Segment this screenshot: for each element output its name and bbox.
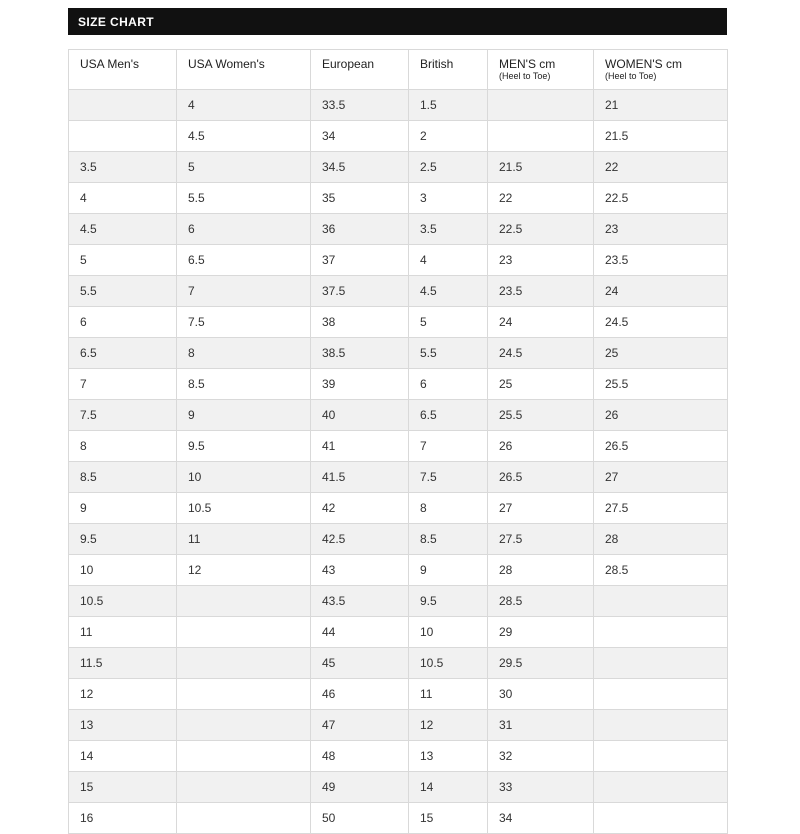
table-header (69, 50, 728, 90)
table-cell: 37 (311, 245, 409, 276)
table-cell: 24.5 (488, 338, 594, 369)
table-cell: 26 (488, 431, 594, 462)
table-cell: 14 (409, 772, 488, 803)
table-row (69, 772, 728, 803)
table-cell: 25 (594, 338, 728, 369)
table-cell: 43.5 (311, 586, 409, 617)
table-cell: 44 (311, 617, 409, 648)
table-cell (177, 617, 311, 648)
table-cell: 28.5 (488, 586, 594, 617)
table-cell: 35 (311, 183, 409, 214)
table-cell: 5 (409, 307, 488, 338)
table-cell: 7.5 (69, 400, 177, 431)
table-cell: 38 (311, 307, 409, 338)
table-cell: 6 (409, 369, 488, 400)
table-cell: 11 (177, 524, 311, 555)
table-cell (594, 679, 728, 710)
table-cell: 14 (69, 741, 177, 772)
table-cell (488, 121, 594, 152)
table-cell: 13 (409, 741, 488, 772)
table-cell: 5.5 (409, 338, 488, 369)
table-cell: 5 (69, 245, 177, 276)
table-cell: 8.5 (409, 524, 488, 555)
table-cell: 26.5 (594, 431, 728, 462)
table-cell: 21 (594, 90, 728, 121)
table-cell: 29.5 (488, 648, 594, 679)
column-header-label: British (420, 57, 454, 71)
table-cell: 6.5 (409, 400, 488, 431)
table-row (69, 648, 728, 679)
table-cell: 7 (177, 276, 311, 307)
size-chart-table (68, 49, 728, 834)
table-row (69, 679, 728, 710)
table-cell: 43 (311, 555, 409, 586)
table-row (69, 617, 728, 648)
table-cell: 21.5 (488, 152, 594, 183)
table-cell: 15 (409, 803, 488, 834)
table-row (69, 369, 728, 400)
table-cell: 3.5 (69, 152, 177, 183)
table-cell: 9.5 (177, 431, 311, 462)
table-cell: 4 (409, 245, 488, 276)
column-header (594, 50, 728, 90)
table-cell: 28 (594, 524, 728, 555)
table-cell: 11.5 (69, 648, 177, 679)
table-cell (594, 648, 728, 679)
table-cell: 13 (69, 710, 177, 741)
column-header-label: MEN'S cm (499, 57, 556, 71)
table-cell (594, 617, 728, 648)
table-cell (177, 710, 311, 741)
table-cell: 7.5 (409, 462, 488, 493)
table-cell: 42.5 (311, 524, 409, 555)
table-cell: 22 (594, 152, 728, 183)
table-row (69, 400, 728, 431)
column-header (311, 50, 409, 90)
table-cell: 33.5 (311, 90, 409, 121)
table-cell: 8 (69, 431, 177, 462)
table-body (69, 90, 728, 834)
table-row (69, 524, 728, 555)
table-cell: 4 (177, 90, 311, 121)
table-cell: 29 (488, 617, 594, 648)
table-cell: 8.5 (177, 369, 311, 400)
table-cell: 23 (594, 214, 728, 245)
table-cell: 26.5 (488, 462, 594, 493)
table-cell: 38.5 (311, 338, 409, 369)
table-cell (177, 772, 311, 803)
table-cell: 4.5 (177, 121, 311, 152)
column-header-sublabel: (Heel to Toe) (605, 71, 657, 81)
table-cell: 8.5 (69, 462, 177, 493)
table-row (69, 214, 728, 245)
table-cell: 22 (488, 183, 594, 214)
table-cell: 4 (69, 183, 177, 214)
table-cell (594, 710, 728, 741)
table-cell: 9 (69, 493, 177, 524)
table-cell: 2 (409, 121, 488, 152)
table-cell: 34 (488, 803, 594, 834)
table-cell: 4.5 (409, 276, 488, 307)
table-cell: 22.5 (594, 183, 728, 214)
table-cell: 23.5 (488, 276, 594, 307)
table-row (69, 338, 728, 369)
column-header (409, 50, 488, 90)
table-cell: 24 (594, 276, 728, 307)
table-row (69, 586, 728, 617)
table-cell: 24 (488, 307, 594, 338)
column-header (177, 50, 311, 90)
table-cell: 9.5 (69, 524, 177, 555)
column-header-sublabel: (Heel to Toe) (499, 71, 551, 81)
table-row (69, 276, 728, 307)
table-row (69, 493, 728, 524)
column-header-label: USA Women's (188, 57, 265, 71)
table-row (69, 710, 728, 741)
table-cell (488, 90, 594, 121)
table-cell: 23.5 (594, 245, 728, 276)
table-cell: 11 (69, 617, 177, 648)
table-cell: 28 (488, 555, 594, 586)
table-cell: 32 (488, 741, 594, 772)
table-cell: 41.5 (311, 462, 409, 493)
table-cell: 27.5 (594, 493, 728, 524)
table-cell: 36 (311, 214, 409, 245)
table-cell: 12 (177, 555, 311, 586)
table-cell: 40 (311, 400, 409, 431)
table-row (69, 803, 728, 834)
table-cell: 46 (311, 679, 409, 710)
table-cell: 12 (409, 710, 488, 741)
table-cell: 27.5 (488, 524, 594, 555)
table-cell (594, 741, 728, 772)
table-cell: 6.5 (177, 245, 311, 276)
table-cell: 9 (409, 555, 488, 586)
column-header-label: WOMEN'S cm (605, 57, 682, 71)
table-cell: 23 (488, 245, 594, 276)
table-cell: 47 (311, 710, 409, 741)
table-cell: 22.5 (488, 214, 594, 245)
table-cell: 9.5 (409, 586, 488, 617)
table-cell: 6 (177, 214, 311, 245)
table-cell: 37.5 (311, 276, 409, 307)
page-title: SIZE CHART (78, 14, 154, 29)
table-row (69, 121, 728, 152)
table-cell: 3.5 (409, 214, 488, 245)
table-cell: 27 (594, 462, 728, 493)
table-row (69, 90, 728, 121)
table-cell: 8 (177, 338, 311, 369)
column-header-label: USA Men's (80, 57, 139, 71)
table-cell (69, 121, 177, 152)
table-cell: 25 (488, 369, 594, 400)
column-header (488, 50, 594, 90)
table-cell (594, 772, 728, 803)
table-cell: 9 (177, 400, 311, 431)
table-cell: 10 (177, 462, 311, 493)
table-cell: 8 (409, 493, 488, 524)
column-header (69, 50, 177, 90)
table-cell: 1.5 (409, 90, 488, 121)
table-cell (594, 586, 728, 617)
table-cell: 11 (409, 679, 488, 710)
table-row (69, 431, 728, 462)
table-cell: 25.5 (488, 400, 594, 431)
table-cell (594, 803, 728, 834)
table-cell: 10 (69, 555, 177, 586)
table-cell: 45 (311, 648, 409, 679)
table-cell: 7.5 (177, 307, 311, 338)
table-row (69, 152, 728, 183)
table-row (69, 183, 728, 214)
table-cell: 7 (69, 369, 177, 400)
table-cell: 10.5 (177, 493, 311, 524)
table-cell: 12 (69, 679, 177, 710)
table-cell: 39 (311, 369, 409, 400)
table-cell: 28.5 (594, 555, 728, 586)
table-cell: 30 (488, 679, 594, 710)
table-cell (177, 586, 311, 617)
table-cell: 27 (488, 493, 594, 524)
table-cell (177, 648, 311, 679)
table-cell: 16 (69, 803, 177, 834)
table-cell: 7 (409, 431, 488, 462)
table-cell: 26 (594, 400, 728, 431)
table-cell: 34.5 (311, 152, 409, 183)
table-cell: 24.5 (594, 307, 728, 338)
column-header-label: European (322, 57, 375, 71)
table-cell: 5 (177, 152, 311, 183)
size-chart-title-bar (68, 8, 727, 35)
table-row (69, 307, 728, 338)
table-cell: 5.5 (177, 183, 311, 214)
table-cell: 6 (69, 307, 177, 338)
table-cell: 34 (311, 121, 409, 152)
table-cell: 15 (69, 772, 177, 803)
table-cell: 10.5 (69, 586, 177, 617)
table-row (69, 741, 728, 772)
table-cell: 10.5 (409, 648, 488, 679)
table-cell (177, 803, 311, 834)
table-cell: 25.5 (594, 369, 728, 400)
table-cell: 48 (311, 741, 409, 772)
table-cell (177, 741, 311, 772)
table-cell: 42 (311, 493, 409, 524)
table-cell: 21.5 (594, 121, 728, 152)
table-cell: 5.5 (69, 276, 177, 307)
table-cell: 49 (311, 772, 409, 803)
table-cell: 10 (409, 617, 488, 648)
table-cell (69, 90, 177, 121)
header-row (69, 50, 728, 90)
table-cell: 3 (409, 183, 488, 214)
table-cell: 4.5 (69, 214, 177, 245)
table-cell: 31 (488, 710, 594, 741)
table-row (69, 462, 728, 493)
table-cell: 2.5 (409, 152, 488, 183)
table-cell (177, 679, 311, 710)
table-cell: 6.5 (69, 338, 177, 369)
table-cell: 41 (311, 431, 409, 462)
table-row (69, 245, 728, 276)
table-row (69, 555, 728, 586)
table-cell: 33 (488, 772, 594, 803)
table-cell: 50 (311, 803, 409, 834)
